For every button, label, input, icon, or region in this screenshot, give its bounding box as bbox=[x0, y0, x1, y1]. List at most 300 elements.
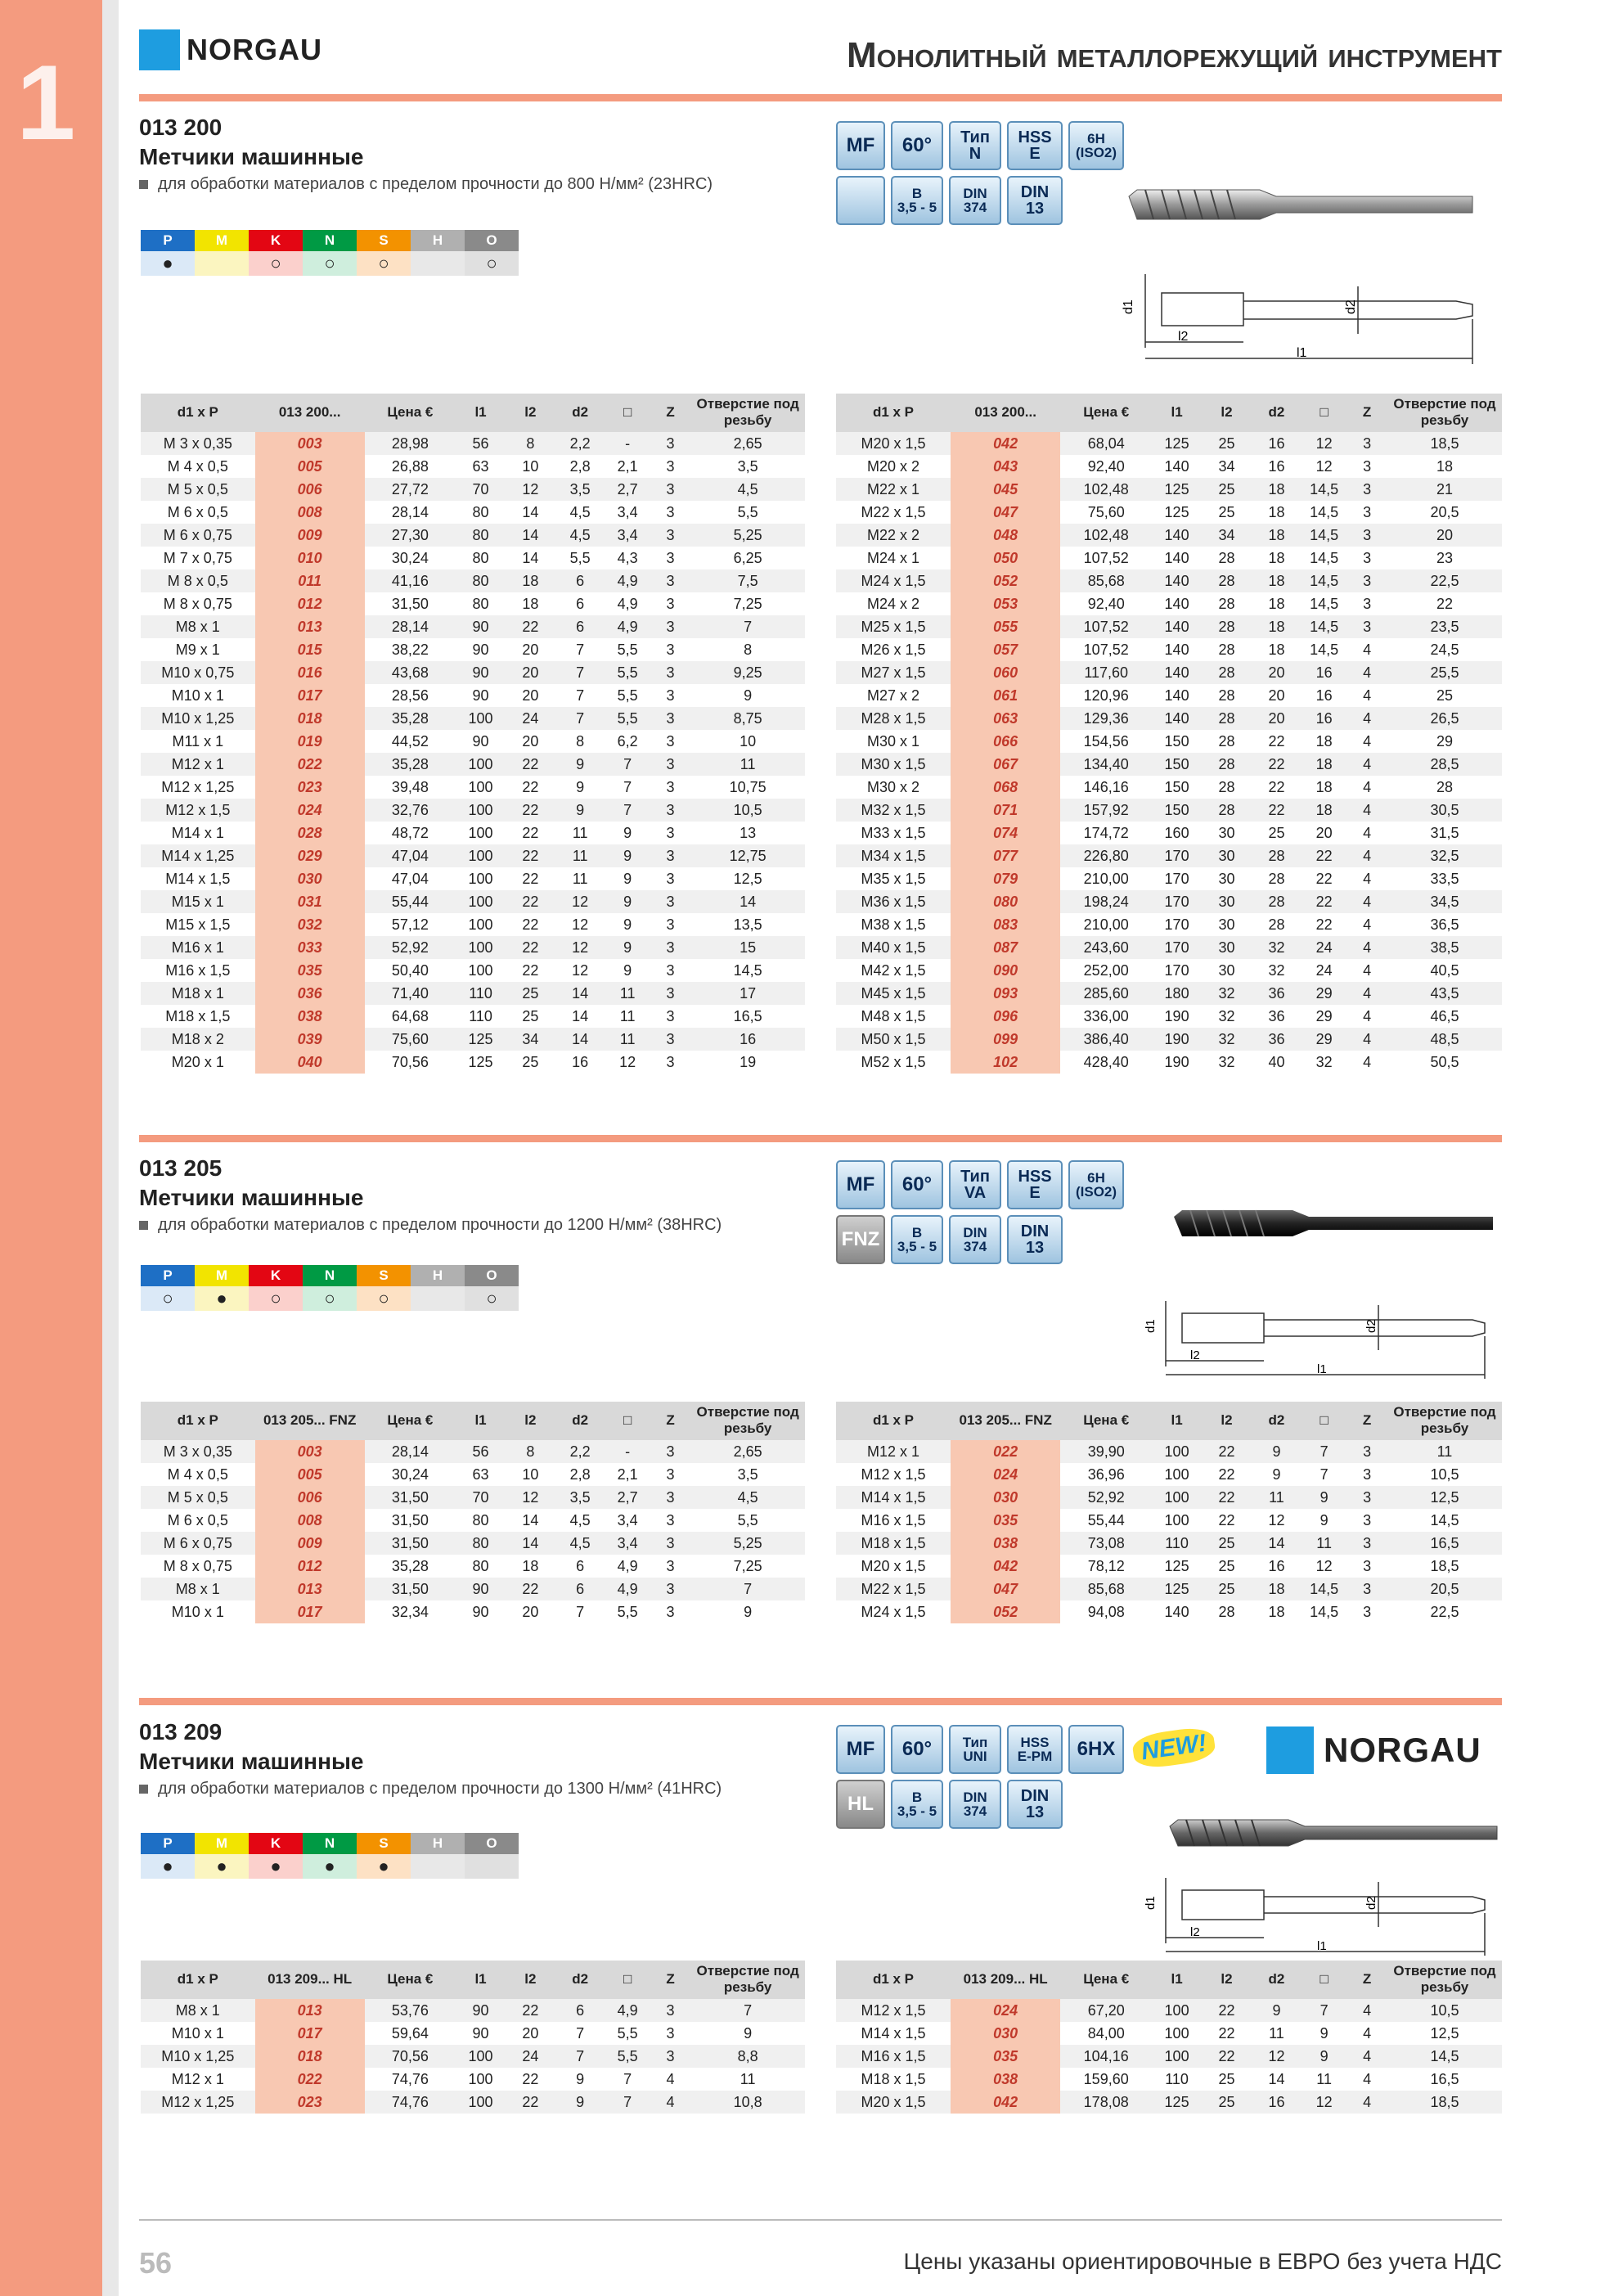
badge-1: 60° bbox=[891, 1725, 943, 1774]
table-cell: M9 x 1 bbox=[141, 638, 255, 661]
table-cell: 18,5 bbox=[1387, 2091, 1502, 2114]
table-cell: 160 bbox=[1152, 822, 1202, 844]
table-cell: 22 bbox=[1252, 776, 1302, 799]
table-cell: 7 bbox=[1302, 1440, 1347, 1463]
tap-image bbox=[1170, 1199, 1497, 1248]
table-cell: 43,5 bbox=[1387, 982, 1502, 1005]
table-cell: 14,5 bbox=[1302, 478, 1347, 501]
column-header: Отверстие под резьбу bbox=[1387, 1961, 1502, 1999]
table-cell: 70 bbox=[456, 1486, 506, 1509]
table-row bbox=[836, 936, 1502, 959]
table-cell: 46,5 bbox=[1387, 1005, 1502, 1028]
table-cell: 3 bbox=[650, 547, 691, 569]
table-cell: M45 x 1,5 bbox=[836, 982, 951, 1005]
table-cell: 14,5 bbox=[1302, 524, 1347, 547]
article-code-cell: 042 bbox=[951, 1555, 1060, 1578]
table-cell: 3 bbox=[1347, 501, 1387, 524]
table-cell: M14 x 1,5 bbox=[836, 1486, 951, 1509]
table-cell: 35,28 bbox=[365, 1555, 456, 1578]
table-cell: 9 bbox=[1252, 1440, 1302, 1463]
table-cell: 47,04 bbox=[365, 844, 456, 867]
table-cell: 10,5 bbox=[1387, 1999, 1502, 2022]
d1-label: d1 bbox=[1144, 1319, 1158, 1333]
table-cell: 28,5 bbox=[1387, 753, 1502, 776]
table-cell: M22 x 1,5 bbox=[836, 501, 951, 524]
table-cell: 125 bbox=[1152, 2091, 1202, 2114]
table-cell: 6 bbox=[555, 615, 605, 638]
table-cell: 9 bbox=[555, 2091, 605, 2114]
table-cell: M16 x 1,5 bbox=[141, 959, 255, 982]
table-cell: 3 bbox=[1347, 1600, 1387, 1623]
table-cell: 23,5 bbox=[1387, 615, 1502, 638]
table-cell: 18 bbox=[1302, 730, 1347, 753]
table-cell: 4 bbox=[1347, 684, 1387, 707]
table-cell: 4 bbox=[1347, 867, 1387, 890]
l1-label: l1 bbox=[1297, 346, 1307, 360]
table-cell: 22 bbox=[506, 822, 555, 844]
table-cell: 36 bbox=[1252, 1028, 1302, 1051]
table-cell: 4 bbox=[1347, 822, 1387, 844]
table-cell: 4 bbox=[1347, 638, 1387, 661]
table-cell: 32 bbox=[1202, 982, 1252, 1005]
table-cell: 18 bbox=[1252, 569, 1302, 592]
table-cell: 107,52 bbox=[1060, 547, 1152, 569]
table-row bbox=[141, 822, 805, 844]
column-header: l1 bbox=[1152, 1961, 1202, 1999]
product-code: 013 200 bbox=[139, 115, 223, 140]
table-row bbox=[836, 776, 1502, 799]
table-cell: 18 bbox=[1252, 592, 1302, 615]
table-cell: 5,5 bbox=[555, 547, 605, 569]
table-cell: 4 bbox=[1347, 1999, 1387, 2022]
table-cell: 9 bbox=[690, 2022, 805, 2045]
table-cell: 85,68 bbox=[1060, 1578, 1152, 1600]
table-cell: M30 x 2 bbox=[836, 776, 951, 799]
table-cell: 36,5 bbox=[1387, 913, 1502, 936]
table-cell: 34,5 bbox=[1387, 890, 1502, 913]
table-cell: 28,14 bbox=[365, 615, 456, 638]
table-cell: 3 bbox=[1347, 1509, 1387, 1532]
column-header: 013 200... bbox=[951, 394, 1060, 432]
article-code-cell: 067 bbox=[951, 753, 1060, 776]
table-cell: 92,40 bbox=[1060, 592, 1152, 615]
table-cell: 14 bbox=[506, 524, 555, 547]
table-cell: 44,52 bbox=[365, 730, 456, 753]
table-cell: 28 bbox=[1202, 547, 1252, 569]
article-code-cell: 011 bbox=[255, 569, 365, 592]
table-row bbox=[141, 1440, 805, 1463]
table-cell: 6,2 bbox=[605, 730, 650, 753]
table-row bbox=[836, 867, 1502, 890]
table-cell: 7 bbox=[690, 615, 805, 638]
table-cell: 150 bbox=[1152, 730, 1202, 753]
article-code-cell: 052 bbox=[951, 1600, 1060, 1623]
table-cell: M 4 x 0,5 bbox=[141, 455, 255, 478]
table-cell: 16 bbox=[1302, 707, 1347, 730]
table-row bbox=[141, 547, 805, 569]
table-cell: 57,12 bbox=[365, 913, 456, 936]
article-code-cell: 015 bbox=[255, 638, 365, 661]
table-cell: 9 bbox=[690, 1600, 805, 1623]
table-cell: 3 bbox=[650, 959, 691, 982]
material-p-suitability: ● bbox=[141, 1854, 195, 1879]
table-cell: 20 bbox=[506, 730, 555, 753]
table-cell: 428,40 bbox=[1060, 1051, 1152, 1074]
table-row bbox=[141, 432, 805, 455]
article-code-cell: 010 bbox=[255, 547, 365, 569]
column-header: l1 bbox=[456, 1402, 506, 1440]
badge-0: MF bbox=[836, 1725, 885, 1774]
table-cell: 110 bbox=[1152, 1532, 1202, 1555]
badge-7: DIN 374 bbox=[949, 1215, 1001, 1264]
table-row bbox=[141, 661, 805, 684]
article-code-cell: 036 bbox=[255, 982, 365, 1005]
table-cell: 3 bbox=[650, 638, 691, 661]
table-cell: 3 bbox=[650, 1463, 691, 1486]
table-cell: 80 bbox=[456, 1532, 506, 1555]
l2-label: l2 bbox=[1178, 330, 1189, 344]
table-cell: 5,5 bbox=[605, 2022, 650, 2045]
table-cell: 7 bbox=[605, 799, 650, 822]
article-code-cell: 024 bbox=[951, 1463, 1060, 1486]
table-cell: 16 bbox=[1252, 2091, 1302, 2114]
table-cell: M27 x 1,5 bbox=[836, 661, 951, 684]
article-code-cell: 030 bbox=[951, 2022, 1060, 2045]
logo-text: NORGAU bbox=[187, 33, 322, 66]
table-cell: 4,3 bbox=[605, 547, 650, 569]
table-cell: 28 bbox=[1202, 1600, 1252, 1623]
table-cell: 210,00 bbox=[1060, 867, 1152, 890]
table-cell: 4 bbox=[1347, 707, 1387, 730]
d2-label: d2 bbox=[1364, 1896, 1378, 1910]
table-row bbox=[836, 1532, 1502, 1555]
table-row bbox=[836, 2068, 1502, 2091]
product-desc: для обработки материалов с пределом прочности до 800 Н/мм² (23HRC) bbox=[139, 175, 1502, 194]
table-cell: 154,56 bbox=[1060, 730, 1152, 753]
table-cell: 73,08 bbox=[1060, 1532, 1152, 1555]
table-cell: 56 bbox=[456, 1440, 506, 1463]
article-code-cell: 043 bbox=[951, 455, 1060, 478]
table-cell: 18 bbox=[506, 592, 555, 615]
table-row bbox=[141, 1005, 805, 1028]
table-cell: 3 bbox=[1347, 1463, 1387, 1486]
table-cell: 28 bbox=[1202, 776, 1252, 799]
table-cell: 8 bbox=[506, 1440, 555, 1463]
table-row bbox=[141, 844, 805, 867]
product-code: 013 205 bbox=[139, 1155, 223, 1181]
table-cell: 20 bbox=[506, 1600, 555, 1623]
table-cell: M30 x 1,5 bbox=[836, 753, 951, 776]
table-cell: M 8 x 0,5 bbox=[141, 569, 255, 592]
column-header: Отверстие под резьбу bbox=[1387, 394, 1502, 432]
table-cell: M30 x 1 bbox=[836, 730, 951, 753]
table-row bbox=[141, 615, 805, 638]
article-code-cell: 023 bbox=[255, 2091, 365, 2114]
column-header: d1 x P bbox=[141, 394, 255, 432]
table-cell: 30 bbox=[1202, 890, 1252, 913]
article-code-cell: 057 bbox=[951, 638, 1060, 661]
table-cell: 336,00 bbox=[1060, 1005, 1152, 1028]
table-row bbox=[836, 913, 1502, 936]
table-row bbox=[141, 1555, 805, 1578]
table-cell: 190 bbox=[1152, 1005, 1202, 1028]
table-row bbox=[141, 1028, 805, 1051]
table-cell: 31,50 bbox=[365, 1578, 456, 1600]
table-cell: 20 bbox=[1252, 684, 1302, 707]
table-cell: 107,52 bbox=[1060, 638, 1152, 661]
table-cell: 17 bbox=[690, 982, 805, 1005]
table-cell: M18 x 1,5 bbox=[836, 1532, 951, 1555]
table-cell: 22 bbox=[506, 776, 555, 799]
table-cell: M14 x 1 bbox=[141, 822, 255, 844]
table-cell: 11 bbox=[1252, 2022, 1302, 2045]
badge-2: Тип VA bbox=[949, 1160, 1001, 1209]
table-cell: M33 x 1,5 bbox=[836, 822, 951, 844]
badge-6: B 3,5 - 5 bbox=[891, 1780, 943, 1829]
article-code-cell: 018 bbox=[255, 707, 365, 730]
table-cell: 29 bbox=[1302, 1028, 1347, 1051]
table-cell: 9 bbox=[605, 822, 650, 844]
table-cell: 14 bbox=[555, 1005, 605, 1028]
table-cell: M24 x 1,5 bbox=[836, 1600, 951, 1623]
table-cell: 9 bbox=[1302, 1509, 1347, 1532]
article-code-cell: 099 bbox=[951, 1028, 1060, 1051]
table-row bbox=[141, 799, 805, 822]
article-code-cell: 053 bbox=[951, 592, 1060, 615]
table-cell: 226,80 bbox=[1060, 844, 1152, 867]
column-header: Цена € bbox=[365, 394, 456, 432]
table-cell: 12 bbox=[555, 959, 605, 982]
table-cell: 48,72 bbox=[365, 822, 456, 844]
table-cell: M15 x 1,5 bbox=[141, 913, 255, 936]
table-cell: 70,56 bbox=[365, 1051, 456, 1074]
table-cell: 11 bbox=[1302, 1532, 1347, 1555]
article-code-cell: 019 bbox=[255, 730, 365, 753]
badge-7: DIN 374 bbox=[949, 176, 1001, 225]
article-code-cell: 022 bbox=[255, 2068, 365, 2091]
table-header-row bbox=[836, 1961, 1502, 1999]
column-header: □ bbox=[1302, 1961, 1347, 1999]
table-cell: 100 bbox=[456, 890, 506, 913]
table-cell: 6,25 bbox=[690, 547, 805, 569]
table-cell: 10 bbox=[690, 730, 805, 753]
table-cell: 16 bbox=[1252, 455, 1302, 478]
material-p-header: P bbox=[141, 1265, 195, 1286]
table-cell: 7 bbox=[605, 776, 650, 799]
table-cell: 14 bbox=[690, 890, 805, 913]
table-cell: 12 bbox=[1302, 1555, 1347, 1578]
table-cell: 16 bbox=[1252, 432, 1302, 455]
table-cell: 100 bbox=[1152, 1486, 1202, 1509]
table-cell: 32,34 bbox=[365, 1600, 456, 1623]
table-row bbox=[836, 592, 1502, 615]
table-cell: 90 bbox=[456, 661, 506, 684]
table-row bbox=[836, 1600, 1502, 1623]
material-n-header: N bbox=[303, 230, 357, 251]
table-cell: 9 bbox=[555, 2068, 605, 2091]
table-row bbox=[836, 2022, 1502, 2045]
table-cell: 32 bbox=[1252, 936, 1302, 959]
table-cell: 30 bbox=[1202, 936, 1252, 959]
table-cell: 3 bbox=[1347, 592, 1387, 615]
table-cell: 14,5 bbox=[1302, 592, 1347, 615]
table-cell: 2,8 bbox=[555, 1463, 605, 1486]
table-row bbox=[836, 822, 1502, 844]
table-cell: 100 bbox=[1152, 2022, 1202, 2045]
table-cell: 4 bbox=[1347, 776, 1387, 799]
table-cell: 22 bbox=[1202, 1509, 1252, 1532]
table-cell: 22 bbox=[1252, 753, 1302, 776]
article-code-cell: 071 bbox=[951, 799, 1060, 822]
table-row bbox=[141, 2091, 805, 2114]
article-code-cell: 090 bbox=[951, 959, 1060, 982]
column-header: l2 bbox=[506, 394, 555, 432]
table-cell: 67,20 bbox=[1060, 1999, 1152, 2022]
table-cell: 7 bbox=[555, 1600, 605, 1623]
table-row bbox=[141, 1463, 805, 1486]
table-cell: 3 bbox=[650, 936, 691, 959]
column-header: Z bbox=[650, 394, 691, 432]
table-cell: 14,5 bbox=[1302, 569, 1347, 592]
table-cell: 140 bbox=[1152, 684, 1202, 707]
table-cell: 6 bbox=[555, 1578, 605, 1600]
table-cell: 2,1 bbox=[605, 1463, 650, 1486]
table-cell: 7 bbox=[555, 2045, 605, 2068]
table-cell: 7 bbox=[605, 2068, 650, 2091]
table-cell: 3 bbox=[1347, 547, 1387, 569]
table-cell: M 7 x 0,75 bbox=[141, 547, 255, 569]
table-cell: 3 bbox=[650, 1600, 691, 1623]
table-cell: 3 bbox=[650, 1028, 691, 1051]
table-row bbox=[836, 638, 1502, 661]
article-code-cell: 079 bbox=[951, 867, 1060, 890]
table-cell: 8,8 bbox=[690, 2045, 805, 2068]
article-code-cell: 028 bbox=[255, 822, 365, 844]
table-cell: 25 bbox=[1202, 432, 1252, 455]
table-cell: 2,2 bbox=[555, 432, 605, 455]
d1-label: d1 bbox=[1144, 1896, 1158, 1910]
table-row bbox=[836, 501, 1502, 524]
column-header: □ bbox=[605, 1402, 650, 1440]
column-header: d2 bbox=[1252, 1402, 1302, 1440]
table-cell: 2,65 bbox=[690, 432, 805, 455]
badge-3: HSS E-PM bbox=[1007, 1725, 1063, 1774]
material-grid bbox=[141, 1265, 519, 1311]
table-cell: 22 bbox=[506, 1578, 555, 1600]
table-cell: 16,5 bbox=[690, 1005, 805, 1028]
table-cell: 24 bbox=[506, 2045, 555, 2068]
table-cell: 3 bbox=[650, 2045, 691, 2068]
table-cell: 22 bbox=[1302, 867, 1347, 890]
table-cell: 4 bbox=[1347, 661, 1387, 684]
table-cell: 75,60 bbox=[365, 1028, 456, 1051]
table-cell: 25 bbox=[1387, 684, 1502, 707]
table-cell: 170 bbox=[1152, 890, 1202, 913]
table-cell: 11 bbox=[1302, 2068, 1347, 2091]
table-cell: M27 x 2 bbox=[836, 684, 951, 707]
table-cell: 4 bbox=[1347, 730, 1387, 753]
table-row bbox=[836, 799, 1502, 822]
table-cell: 25,5 bbox=[1387, 661, 1502, 684]
table-row bbox=[836, 524, 1502, 547]
article-code-cell: 047 bbox=[951, 1578, 1060, 1600]
article-code-cell: 066 bbox=[951, 730, 1060, 753]
material-m-suitability: ● bbox=[195, 1286, 249, 1311]
table-cell: 100 bbox=[1152, 1440, 1202, 1463]
table-cell: M12 x 1,25 bbox=[141, 2091, 255, 2114]
table-cell: 25 bbox=[1202, 478, 1252, 501]
table-cell: 25 bbox=[506, 982, 555, 1005]
table-cell: 14 bbox=[506, 1532, 555, 1555]
table-cell: 18,5 bbox=[1387, 1555, 1502, 1578]
table-cell: M34 x 1,5 bbox=[836, 844, 951, 867]
table-cell: 8 bbox=[506, 432, 555, 455]
article-code-cell: 033 bbox=[255, 936, 365, 959]
table-cell: 14 bbox=[506, 547, 555, 569]
table-cell: M50 x 1,5 bbox=[836, 1028, 951, 1051]
table-cell: 52,92 bbox=[1060, 1486, 1152, 1509]
column-header: l2 bbox=[506, 1402, 555, 1440]
page-title: Монолитный металлорежущий инструмент bbox=[847, 35, 1502, 75]
table-cell: M18 x 1,5 bbox=[836, 2068, 951, 2091]
material-h-suitability bbox=[411, 251, 465, 276]
article-code-cell: 047 bbox=[951, 501, 1060, 524]
table-row bbox=[836, 1509, 1502, 1532]
table-cell: 80 bbox=[456, 569, 506, 592]
table-row bbox=[141, 592, 805, 615]
table-cell: 39,48 bbox=[365, 776, 456, 799]
table-cell: 18 bbox=[506, 1555, 555, 1578]
table-cell: M10 x 1,25 bbox=[141, 2045, 255, 2068]
table-013205-right bbox=[836, 1402, 1502, 1623]
table-cell: 3,4 bbox=[605, 501, 650, 524]
table-cell: 4 bbox=[1347, 936, 1387, 959]
table-cell: 20 bbox=[1302, 822, 1347, 844]
table-cell: 15 bbox=[690, 936, 805, 959]
article-code-cell: 008 bbox=[255, 1509, 365, 1532]
material-n-suitability: ○ bbox=[303, 251, 357, 276]
table-cell: 74,76 bbox=[365, 2068, 456, 2091]
table-cell: 18 bbox=[1252, 638, 1302, 661]
table-cell: 36 bbox=[1252, 1005, 1302, 1028]
table-cell: M24 x 1 bbox=[836, 547, 951, 569]
table-row bbox=[836, 478, 1502, 501]
table-cell: 25 bbox=[1202, 2091, 1252, 2114]
table-cell: 25 bbox=[506, 1051, 555, 1074]
table-cell: 3 bbox=[650, 1051, 691, 1074]
table-cell: 10,8 bbox=[690, 2091, 805, 2114]
table-cell: 100 bbox=[456, 936, 506, 959]
table-cell: 7 bbox=[690, 1578, 805, 1600]
table-cell: 3 bbox=[650, 822, 691, 844]
article-code-cell: 048 bbox=[951, 524, 1060, 547]
table-row bbox=[141, 1999, 805, 2022]
table-row bbox=[836, 547, 1502, 569]
table-013200-right bbox=[836, 394, 1502, 1074]
table-cell: 22 bbox=[506, 2068, 555, 2091]
table-cell: 21 bbox=[1387, 478, 1502, 501]
table-cell: 107,52 bbox=[1060, 615, 1152, 638]
table-cell: 4 bbox=[1347, 753, 1387, 776]
table-cell: 28,98 bbox=[365, 432, 456, 455]
table-cell: 50,40 bbox=[365, 959, 456, 982]
table-cell: 5,5 bbox=[605, 638, 650, 661]
article-code-cell: 096 bbox=[951, 1005, 1060, 1028]
table-cell: 25 bbox=[1252, 822, 1302, 844]
table-cell: 9 bbox=[690, 684, 805, 707]
table-row bbox=[141, 890, 805, 913]
table-cell: 4 bbox=[1347, 2022, 1387, 2045]
